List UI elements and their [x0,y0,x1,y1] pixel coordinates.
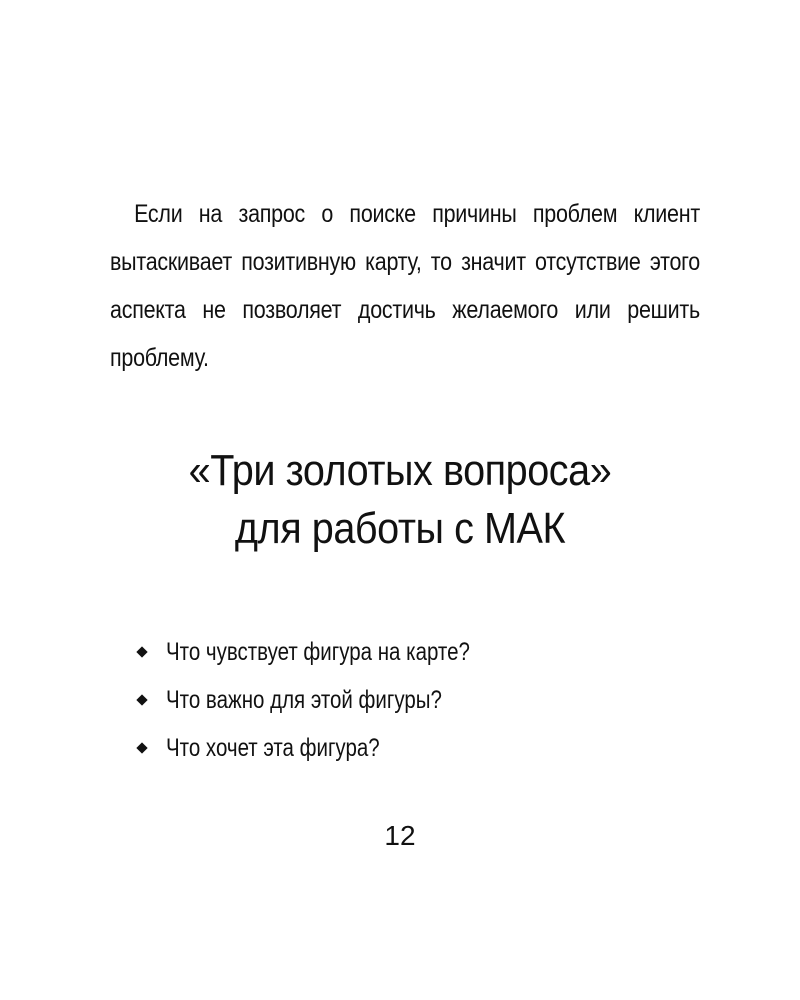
diamond-bullet-icon [136,646,147,657]
page-number: 12 [384,820,416,851]
list-item [138,628,537,676]
diamond-bullet-icon [136,694,147,705]
list-item [138,676,537,724]
diamond-bullet-icon [136,742,147,753]
question-text: Что важно для этой фигуры? [166,686,442,714]
heading-line-2: для работы с МАК [234,504,566,553]
question-text: Что хочет эта фигура? [166,734,380,762]
list-item [138,724,537,772]
intro-paragraph: Если на запрос о поиске причины проблем клиент вытаскивает позитивную карту, то значит отсутствие этого аспекта не позволяет достичь желаемого или решить проблему. [110,200,700,372]
question-text: Что чувствует фигура на карте? [166,638,470,666]
questions-list [138,628,537,772]
section-heading [0,442,800,558]
heading-line-1: «Три золотых вопроса» [188,446,612,495]
